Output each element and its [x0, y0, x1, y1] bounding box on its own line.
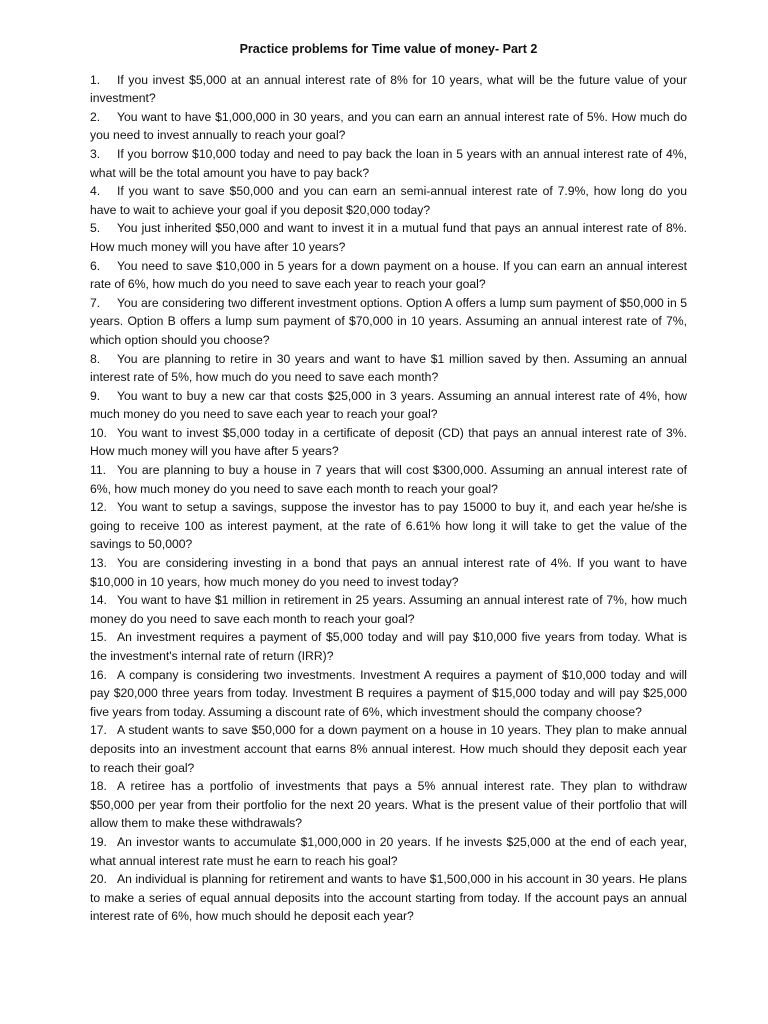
- problem-item: [90, 145, 687, 182]
- problem-item: [90, 628, 687, 665]
- problem-number: 20.: [90, 872, 107, 887]
- problem-text: An individual is planning for retirement and wants to have $1,500,000 in his account in 30 years. He plans to make a series of equal annual deposits into the account starting from today. If the account pays an annual interest rate of 6%, how much should he deposit each year?: [90, 872, 687, 924]
- problem-item: [90, 554, 687, 591]
- problem-text: An investment requires a payment of $5,000 today and will pay $10,000 five years from today. What is the investment's internal rate of return (IRR)?: [90, 630, 687, 663]
- problem-text: A retiree has a portfolio of investments that pays a 5% annual interest rate. They plan to withdraw $50,000 per year from their portfolio for the next 20 years. What is the present value of their portfolio that will allow them to make these withdrawals?: [90, 779, 687, 831]
- problem-number: 13.: [90, 556, 107, 571]
- problem-item: [90, 870, 687, 926]
- problem-number: 16.: [90, 667, 107, 682]
- problem-item: [90, 257, 687, 294]
- problem-number: 5.: [90, 221, 101, 236]
- problem-number: 17.: [90, 723, 107, 738]
- problem-number: 14.: [90, 593, 107, 608]
- document-page: [90, 40, 687, 926]
- problem-item: [90, 424, 687, 461]
- problem-text: You want to buy a new car that costs $25,000 in 3 years. Assuming an annual interest rate of 4%, how much money do you need to save each year to reach your goal?: [90, 388, 687, 422]
- problem-text: You are planning to buy a house in 7 years that will cost $300,000. Assuming an annual interest rate of 6%, how much money do you need to save each month to reach your goal?: [90, 463, 687, 496]
- problem-number: 2.: [90, 109, 101, 124]
- problem-text: If you want to save $50,000 and you can earn an semi-annual interest rate of 7.9%, how long do you have to wait to achieve your goal if you deposit $20,000 today?: [90, 184, 687, 217]
- problem-number: 1.: [90, 72, 101, 87]
- problem-item: [90, 461, 687, 498]
- problem-text: An investor wants to accumulate $1,000,000 in 20 years. If he invests $25,000 at the end of each year, what annual interest rate must he earn to reach his goal?: [90, 834, 687, 868]
- problem-item: [90, 182, 687, 219]
- problem-text: You are considering investing in a bond that pays an annual interest rate of 4%. If you want to have $10,000 in 10 years, how much money do you need to invest today?: [90, 556, 687, 589]
- problem-number: 12.: [90, 500, 107, 515]
- problem-text: If you invest $5,000 at an annual interest rate of 8% for 10 years, what will be the future value of your investment?: [90, 72, 687, 106]
- problem-text: A company is considering two investments. Investment A requires a payment of $10,000 today and will pay $20,000 three years from today. Investment B requires a payment of $15,000 today and will pay $25,000 five years from today. Assuming a discount rate of 6%, which investment should the company choose?: [90, 667, 687, 719]
- problem-number: 11.: [90, 463, 107, 478]
- problem-text: You want to have $1 million in retirement in 25 years. Assuming an annual interest rate of 7%, how much money do you need to save each month to reach your goal?: [90, 593, 687, 626]
- problem-item: [90, 108, 687, 145]
- problem-item: [90, 350, 687, 387]
- problem-item: [90, 498, 687, 554]
- problem-text: You are planning to retire in 30 years and want to have $1 million saved by then. Assuming an annual interest rate of 5%, how much do you need to save each month?: [90, 351, 687, 385]
- problem-text: You want to invest $5,000 today in a certificate of deposit (CD) that pays an annual interest rate of 3%. How much money will you have after 5 years?: [90, 425, 687, 459]
- problem-item: [90, 666, 687, 722]
- problem-item: [90, 294, 687, 350]
- problem-text: You want to have $1,000,000 in 30 years, and you can earn an annual interest rate of 5%. How much do you need to invest annually to reach your goal?: [90, 109, 687, 143]
- problem-number: 10.: [90, 425, 107, 440]
- problem-item: [90, 777, 687, 833]
- problem-text: A student wants to save $50,000 for a down payment on a house in 10 years. They plan to make annual deposits into an investment account that earns 8% annual interest. How much should they deposit each year to reach their goal?: [90, 723, 687, 775]
- problem-number: 7.: [90, 295, 101, 310]
- problem-item: [90, 591, 687, 628]
- problem-number: 9.: [90, 388, 101, 403]
- problem-number: 6.: [90, 258, 101, 273]
- problem-list: [90, 71, 687, 926]
- problem-number: 18.: [90, 779, 107, 794]
- problem-text: You are considering two different investment options. Option A offers a lump sum payment of $50,000 in 5 years. Option B offers a lump sum payment of $70,000 in 10 years. Assuming an annual interest rate of 7%, which option should you choose?: [90, 295, 687, 347]
- problem-item: [90, 833, 687, 870]
- problem-number: 15.: [90, 630, 107, 645]
- problem-text: If you borrow $10,000 today and need to pay back the loan in 5 years with an annual interest rate of 4%, what will be the total amount you have to pay back?: [90, 146, 687, 180]
- problem-text: You need to save $10,000 in 5 years for a down payment on a house. If you can earn an annual interest rate of 6%, how much do you need to save each year to reach your goal?: [90, 258, 687, 292]
- problem-number: 4.: [90, 184, 101, 199]
- problem-number: 8.: [90, 351, 101, 366]
- problem-item: [90, 721, 687, 777]
- problem-number: 3.: [90, 146, 101, 161]
- problem-item: [90, 387, 687, 424]
- problem-item: [90, 219, 687, 256]
- document-title: Practice problems for Time value of money- Part 2: [239, 42, 538, 56]
- problem-text: You just inherited $50,000 and want to invest it in a mutual fund that pays an annual interest rate of 8%. How much money will you have after 10 years?: [90, 221, 687, 254]
- problem-text: You want to setup a savings, suppose the investor has to pay 15000 to buy it, and each year he/she is going to receive 100 as interest payment, at the rate of 6.61% how long it will take to get the value of the savings to 50,000?: [90, 500, 687, 552]
- problem-item: [90, 71, 687, 108]
- problem-number: 19.: [90, 834, 107, 849]
